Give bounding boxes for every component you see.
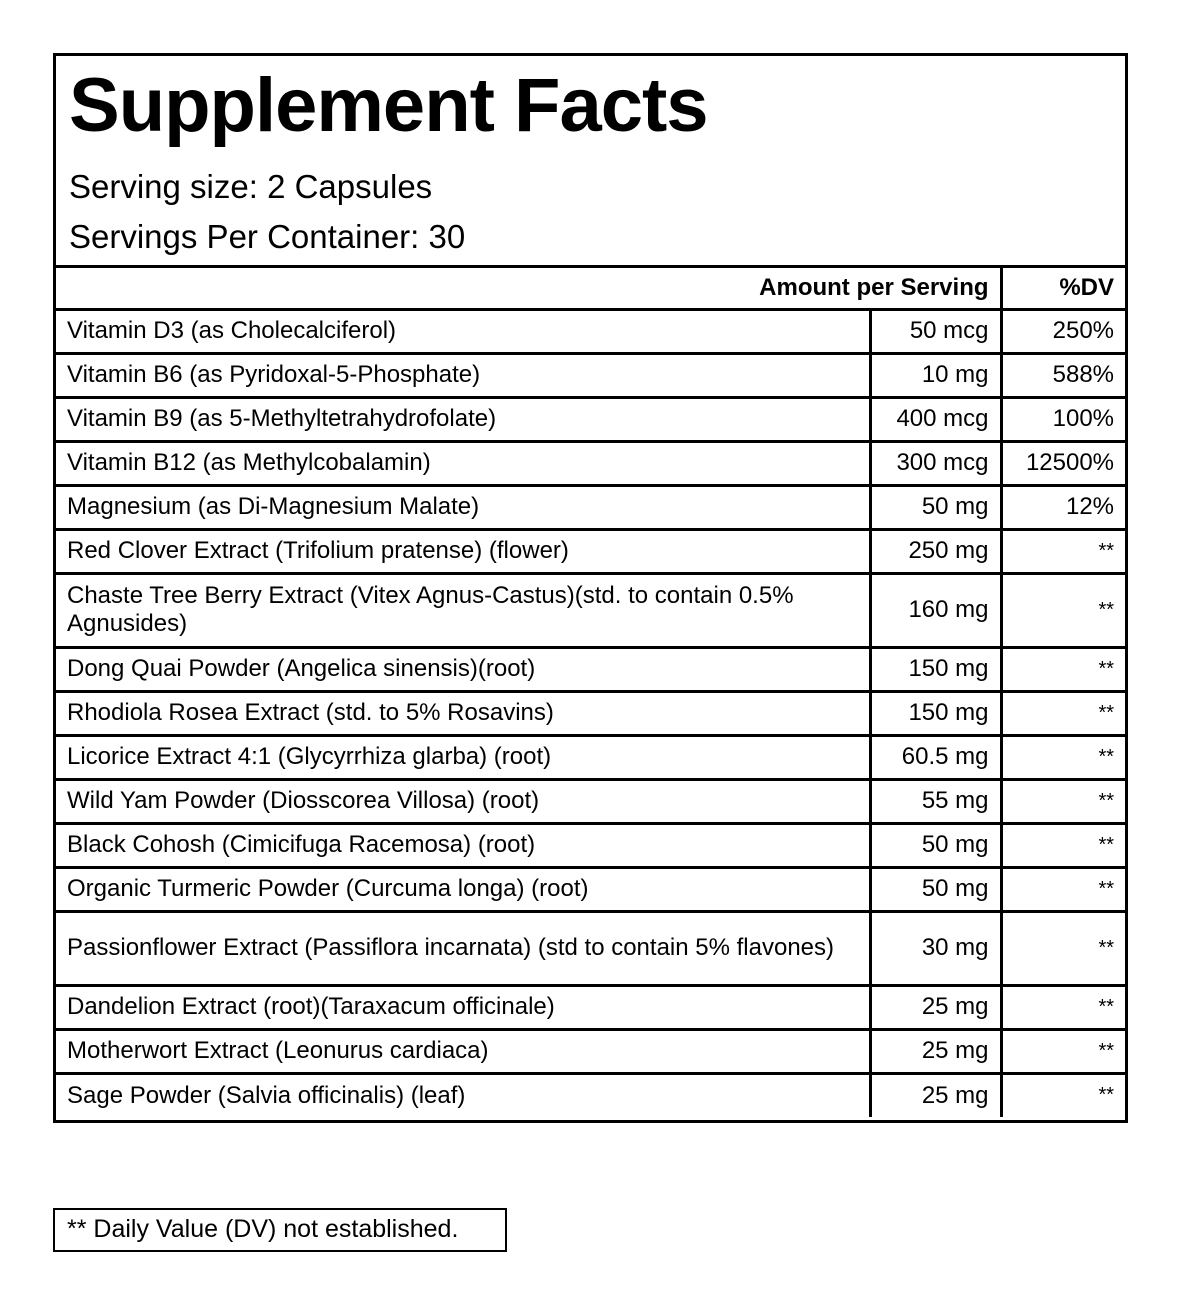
ingredient-name: Chaste Tree Berry Extract (Vitex Agnus-Castus)(std. to contain 0.5% Agnusides) [56, 573, 870, 647]
ingredient-dv: ** [1001, 573, 1125, 647]
ingredient-amount: 300 mcg [870, 441, 1001, 485]
facts-header [56, 56, 1125, 268]
ingredient-name: Vitamin B12 (as Methylcobalamin) [56, 441, 870, 485]
ingredient-name: Black Cohosh (Cimicifuga Racemosa) (root) [56, 823, 870, 867]
table-row [56, 397, 1125, 441]
ingredient-amount: 50 mg [870, 823, 1001, 867]
table-row [56, 867, 1125, 911]
ingredient-name: Sage Powder (Salvia officinalis) (leaf) [67, 1081, 466, 1109]
table-row [56, 911, 1125, 985]
ingredient-name: Red Clover Extract (Trifolium pratense) (flower) [56, 529, 870, 573]
ingredient-dv: 250% [1001, 309, 1125, 353]
ingredient-dv: ** [1001, 823, 1125, 867]
ingredient-dv: ** [1001, 867, 1125, 911]
table-row [56, 485, 1125, 529]
table-row [56, 1073, 1125, 1117]
table-row [56, 1029, 1125, 1073]
ingredient-amount: 55 mg [870, 779, 1001, 823]
table-row [56, 441, 1125, 485]
dv-footnote: ** Daily Value (DV) not established. [53, 1208, 507, 1252]
ingredient-dv: ** [1001, 985, 1125, 1029]
ingredient-dv: ** [1001, 1029, 1125, 1073]
serving-size: Serving size: 2 Capsules [69, 168, 433, 205]
ingredient-dv: 12500% [1001, 441, 1125, 485]
ingredient-name: Dandelion Extract (root)(Taraxacum officinale) [56, 985, 870, 1029]
facts-title: Supplement Facts [69, 63, 708, 148]
amount-per-serving-header: Amount per Serving [56, 268, 1001, 309]
table-row [56, 985, 1125, 1029]
ingredient-amount: 150 mg [870, 647, 1001, 691]
ingredient-amount: 150 mg [870, 691, 1001, 735]
servings-per-container: Servings Per Container: 30 [69, 218, 466, 255]
ingredient-name: Passionflower Extract (Passiflora incarnata) (std to contain 5% flavones) [56, 911, 870, 985]
table-row [56, 647, 1125, 691]
ingredient-name: Vitamin B9 (as 5-Methyltetrahydrofolate) [56, 397, 870, 441]
ingredient-name: Organic Turmeric Powder (Curcuma longa) (root) [56, 867, 870, 911]
ingredient-dv: 100% [1001, 397, 1125, 441]
ingredient-amount: 25 mg [870, 1029, 1001, 1073]
table-row [56, 529, 1125, 573]
ingredient-dv: ** [1001, 911, 1125, 985]
table-row [56, 779, 1125, 823]
table-row [56, 353, 1125, 397]
ingredient-amount: 50 mcg [870, 309, 1001, 353]
ingredient-dv: ** [1001, 779, 1125, 823]
ingredient-dv: ** [1001, 647, 1125, 691]
ingredient-name: Vitamin B6 (as Pyridoxal-5-Phosphate) [56, 353, 870, 397]
ingredient-list [56, 309, 1125, 1117]
ingredient-dv: ** [1001, 691, 1125, 735]
ingredient-amount: 50 mg [870, 867, 1001, 911]
ingredient-amount: 50 mg [870, 485, 1001, 529]
ingredient-amount: 25 mg [870, 1073, 1001, 1117]
ingredient-amount: 60.5 mg [870, 735, 1001, 779]
dv-header: %DV [1001, 268, 1125, 309]
table-header-row [56, 268, 1125, 309]
ingredient-dv: ** [1001, 1073, 1125, 1117]
ingredient-name: Rhodiola Rosea Extract (std. to 5% Rosavins) [56, 691, 870, 735]
ingredient-amount: 25 mg [870, 985, 1001, 1029]
ingredient-amount: 160 mg [870, 573, 1001, 647]
table-row [56, 823, 1125, 867]
table-row [56, 309, 1125, 353]
ingredient-amount: 400 mcg [870, 397, 1001, 441]
ingredient-amount: 10 mg [870, 353, 1001, 397]
supplement-facts-panel [53, 53, 1128, 1123]
ingredient-dv: 12% [1001, 485, 1125, 529]
table-row [56, 573, 1125, 647]
ingredient-name: Dong Quai Powder (Angelica sinensis)(root) [56, 647, 870, 691]
facts-table [56, 268, 1125, 1117]
table-row [56, 691, 1125, 735]
ingredient-name: Magnesium (as Di-Magnesium Malate) [56, 485, 870, 529]
ingredient-amount: 250 mg [870, 529, 1001, 573]
ingredient-dv: ** [1001, 529, 1125, 573]
ingredient-name: Wild Yam Powder (Diosscorea Villosa) (root) [56, 779, 870, 823]
ingredient-amount: 30 mg [870, 911, 1001, 985]
ingredient-name: Licorice Extract 4:1 (Glycyrrhiza glarba) (root) [56, 735, 870, 779]
ingredient-dv: ** [1001, 735, 1125, 779]
ingredient-dv: 588% [1001, 353, 1125, 397]
ingredient-name: Motherwort Extract (Leonurus cardiaca) [56, 1029, 870, 1073]
table-row [56, 735, 1125, 779]
ingredient-name: Vitamin D3 (as Cholecalciferol) [56, 309, 870, 353]
